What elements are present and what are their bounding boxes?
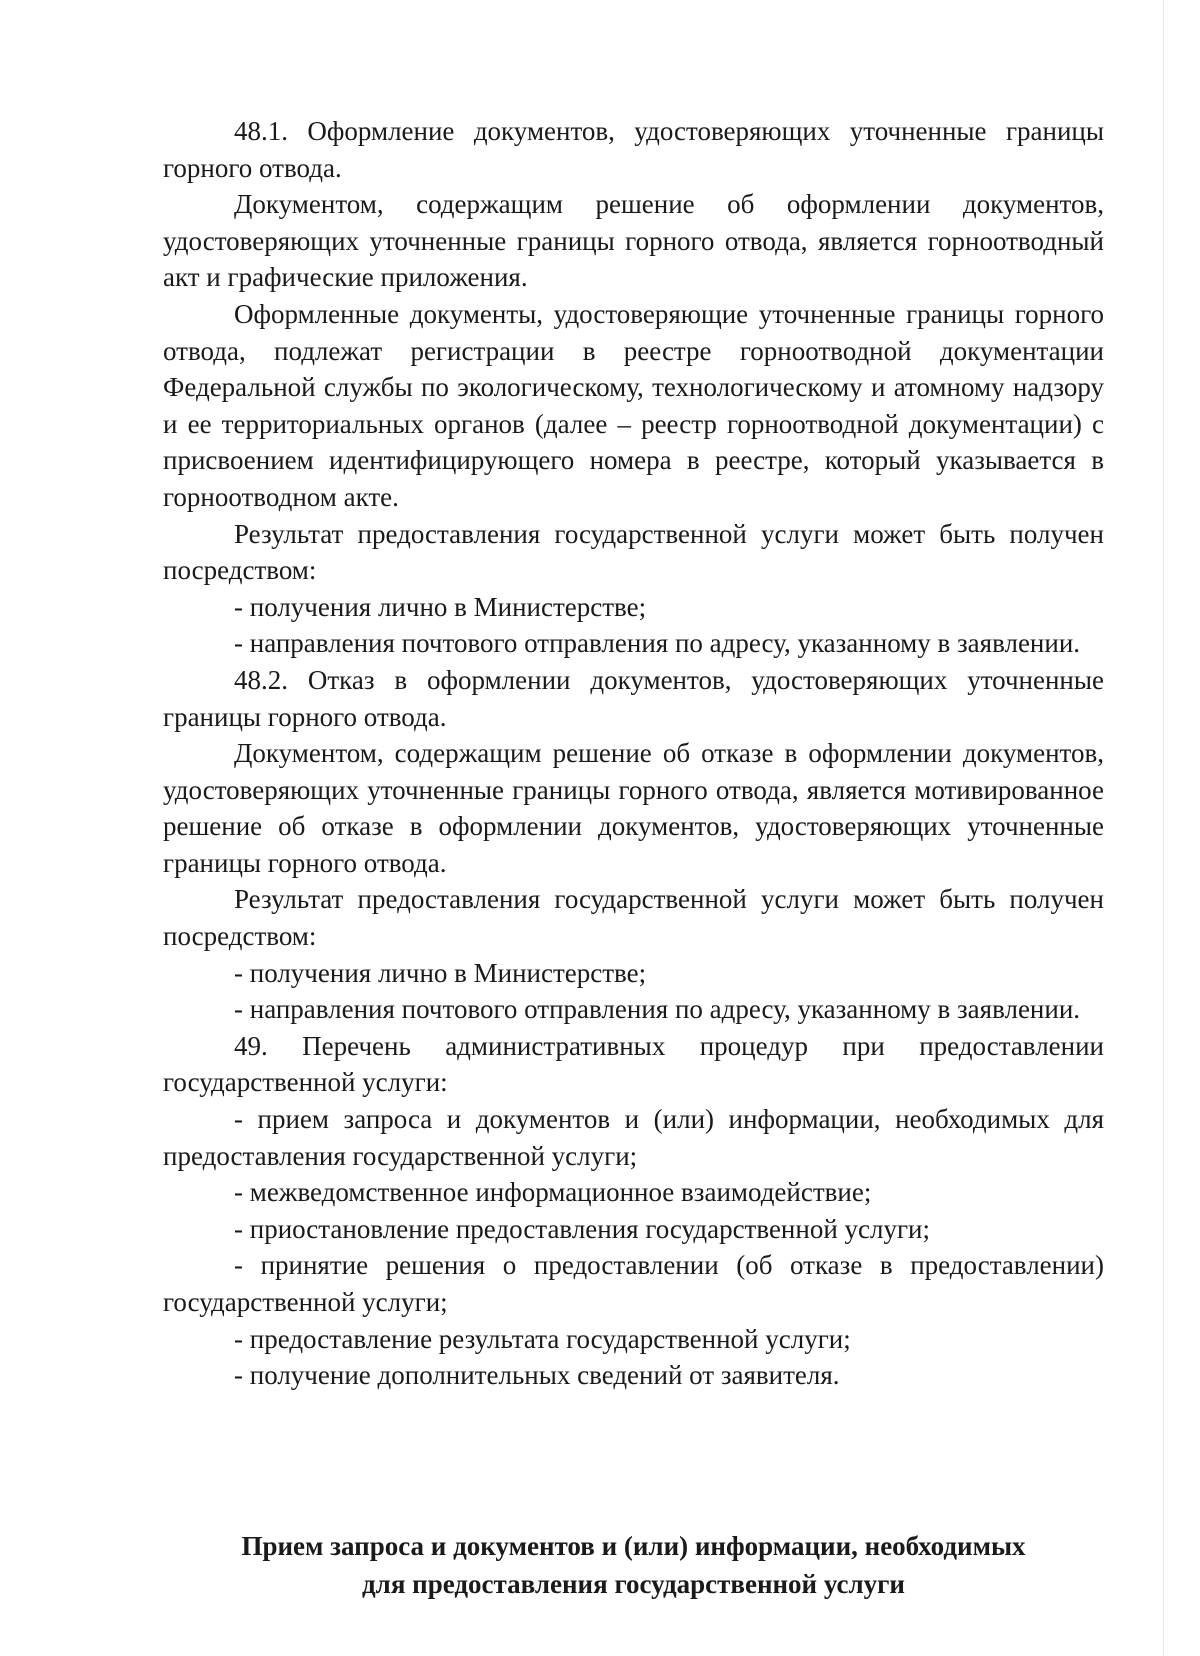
paragraph-49-title: 49. Перечень административных процедур при предоставлении государственной услуги:: [163, 1030, 1104, 1098]
procedure-item-interagency: - межведомственное информационное взаимодействие;: [234, 1177, 872, 1208]
paragraph-48-1-document: Документом, содержащим решение об оформлении документов, удостоверяющих уточненные границы горного отвода, является горноотводный акт и графические приложения.: [163, 189, 1104, 293]
scan-edge-line: [1163, 0, 1164, 1656]
procedure-item-decision: - принятие решения о предоставлении (об отказе в предоставлении) государственной услуги;: [163, 1250, 1104, 1317]
section-heading-line-1: Прием запроса и документов и (или) информации, необходимых: [241, 1531, 1026, 1561]
paragraph-48-1-registration: Оформленные документы, удостоверяющие уточненные границы горного отвода, подлежат регистрации в реестре горноотводной документации Федеральной службы по экологическому, технологическому и атомному надзору и ее территориальных органов (далее – реестр горноотводной документации) с присвоением идентифицирующего номера в реестре, который указывается в горноотводном акте.: [163, 298, 1104, 512]
list-item-in-person: - получения лично в Министерстве;: [234, 591, 647, 622]
list-item-in-person-2: - получения лично в Министерстве;: [234, 957, 647, 988]
paragraph-48-1-title: 48.1. Оформление документов, удостоверяющих уточненные границы горного отвода.: [163, 116, 1104, 183]
paragraph-result-obtained-2: Результат предоставления государственной услуги может быть получен посредством:: [163, 884, 1104, 952]
list-item-by-mail-2: - направления почтового отправления по адресу, указанному в заявлении.: [234, 994, 1081, 1025]
paragraph-48-2-title: 48.2. Отказ в оформлении документов, удостоверяющих уточненные границы горного отвода.: [163, 664, 1104, 732]
procedure-item-intake: - прием запроса и документов и (или) информации, необходимых для предоставления государственной услуги;: [163, 1104, 1104, 1171]
paragraph-48-2-document: Документом, содержащим решение об отказе в оформлении документов, удостоверяющих уточненные границы горного отвода, является мотивированное решение об отказе в оформлении документов, удостоверяющих уточненные границы горного отвода.: [163, 738, 1104, 878]
paragraph-result-obtained: Результат предоставления государственной услуги может быть получен посредством:: [163, 518, 1104, 586]
procedure-item-additional-info: - получение дополнительных сведений от заявителя.: [234, 1360, 840, 1391]
section-heading: [163, 1527, 1104, 1603]
list-item-by-mail: - направления почтового отправления по адресу, указанному в заявлении.: [234, 628, 1081, 659]
section-heading-line-2: для предоставления государственной услуги: [362, 1569, 905, 1599]
procedure-item-suspension: - приостановление предоставления государственной услуги;: [234, 1213, 931, 1244]
body-text: [163, 113, 1104, 1394]
procedure-item-result: - предоставление результата государственной услуги;: [234, 1323, 851, 1354]
